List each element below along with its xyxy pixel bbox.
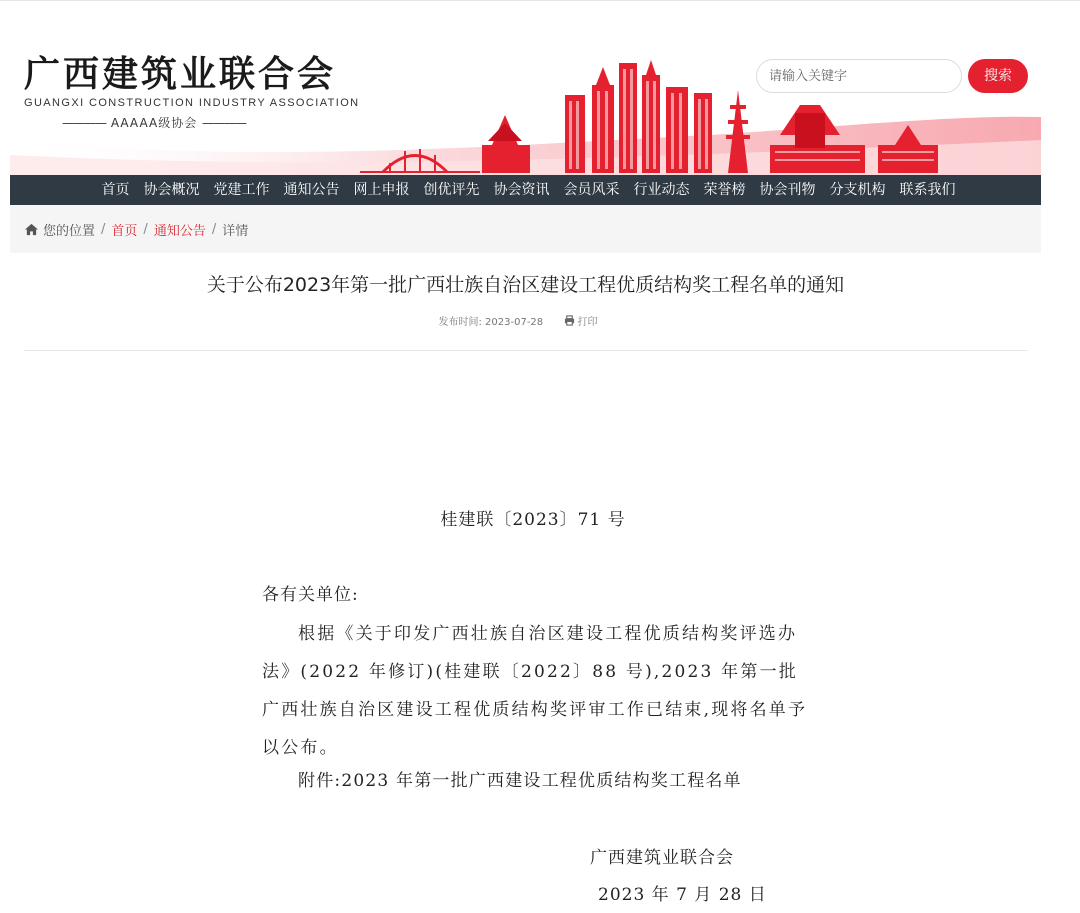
top-border xyxy=(0,0,1080,1)
nav-item-industry[interactable]: 行业动态 xyxy=(633,182,690,198)
article-meta xyxy=(0,313,1036,328)
document-attachment: 附件:2023 年第一批广西建设工程优质结构奖工程名单 xyxy=(298,771,742,791)
breadcrumb-notices-link[interactable]: 通知公告 xyxy=(153,223,206,239)
logo-grade xyxy=(62,114,246,131)
nav-item-home[interactable]: 首页 xyxy=(101,182,130,198)
grade-label: AAAAA级协会 xyxy=(110,116,198,130)
nav-item-news[interactable]: 协会资讯 xyxy=(493,182,550,198)
nav-item-about[interactable]: 协会概况 xyxy=(143,182,200,198)
document-salutation: 各有关单位: xyxy=(262,585,359,605)
search-button[interactable]: 搜索 xyxy=(968,59,1028,93)
breadcrumb-separator: / xyxy=(143,221,148,237)
print-button[interactable] xyxy=(564,317,598,328)
main-nav xyxy=(10,175,1041,205)
document-date: 2023 年 7 月 28 日 xyxy=(598,885,767,905)
title-divider xyxy=(24,350,1028,351)
breadcrumb-current: 详情 xyxy=(222,223,249,239)
publish-date: 2023-07-28 xyxy=(485,317,544,328)
nav-item-journal[interactable]: 协会刊物 xyxy=(759,182,816,198)
logo-title[interactable]: 广西建筑业联合会 xyxy=(24,54,337,95)
document-number: 桂建联〔2023〕71 号 xyxy=(440,510,626,530)
nav-item-honors[interactable]: 荣誉榜 xyxy=(703,182,746,198)
article-title: 关于公布2023年第一批广西壮族自治区建设工程优质结构奖工程名单的通知 xyxy=(206,274,845,296)
grade-dash-right: ———— xyxy=(202,116,247,130)
breadcrumb xyxy=(10,205,1041,253)
site-header xyxy=(10,45,1041,175)
nav-item-members[interactable]: 会员风采 xyxy=(563,182,620,198)
nav-item-party[interactable]: 党建工作 xyxy=(213,182,270,198)
document-issuer: 广西建筑业联合会 xyxy=(590,848,734,868)
breadcrumb-location-label: 您的位置 xyxy=(43,223,96,239)
print-icon xyxy=(564,315,575,326)
search-input[interactable] xyxy=(769,66,949,86)
search-box xyxy=(756,59,962,93)
breadcrumb-separator: / xyxy=(211,221,217,237)
document-paragraph: 根据《关于印发广西壮族自治区建设工程优质结构奖评选办法》(2022 年修订)(桂建联〔2022〕88 号),2023 年第一批广西壮族自治区建设工程优质结构奖评审工作已结束,现将名单予以公布。 xyxy=(262,624,808,758)
breadcrumb-home-link[interactable]: 首页 xyxy=(111,223,138,239)
nav-item-notices[interactable]: 通知公告 xyxy=(283,182,340,198)
nav-item-contact[interactable]: 联系我们 xyxy=(899,182,956,198)
publish-label: 发布时间: xyxy=(438,317,482,328)
nav-item-awards[interactable]: 创优评先 xyxy=(423,182,480,198)
nav-item-branches[interactable]: 分支机构 xyxy=(829,182,886,198)
grade-dash-left: ———— xyxy=(62,116,106,130)
nav-list xyxy=(10,175,1041,205)
home-icon xyxy=(24,223,39,236)
nav-item-online-apply[interactable]: 网上申报 xyxy=(353,182,410,198)
breadcrumb-separator: / xyxy=(101,221,106,237)
logo-subtitle: GUANGXI CONSTRUCTION INDUSTRY ASSOCIATION xyxy=(24,97,360,109)
print-label: 打印 xyxy=(577,317,598,328)
